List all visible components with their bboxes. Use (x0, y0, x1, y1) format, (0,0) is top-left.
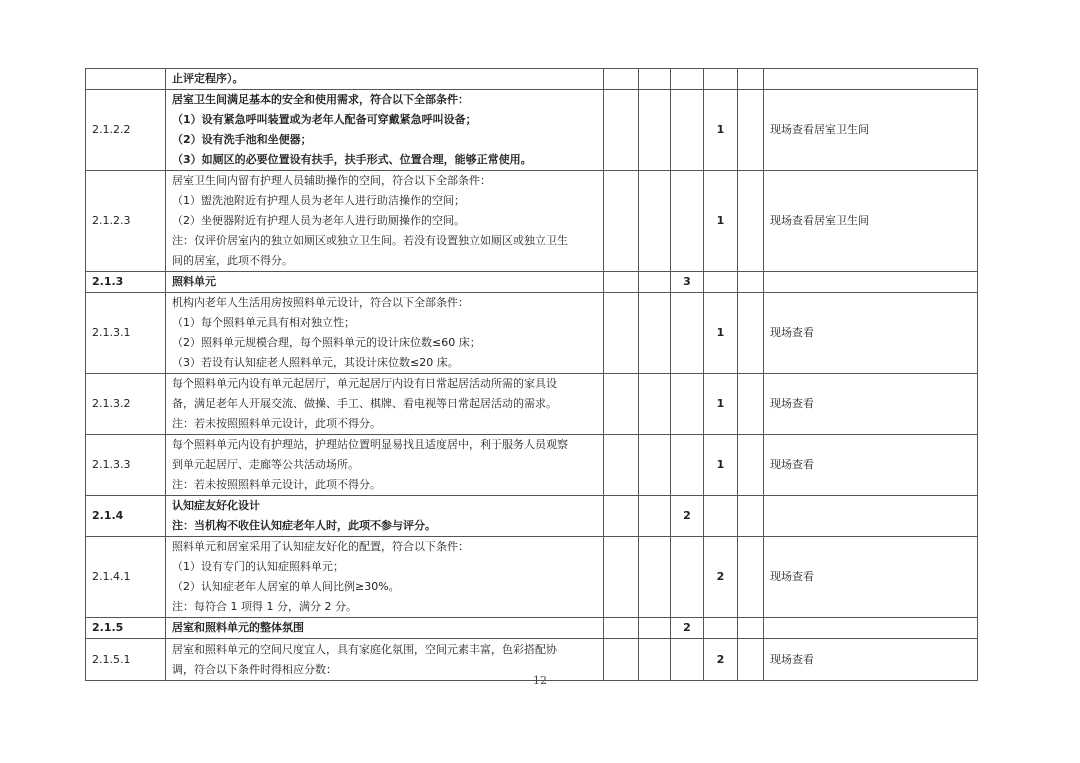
item-code: 2.1.5.1 (86, 639, 166, 681)
category-score (671, 435, 704, 496)
blank-cell (738, 496, 764, 537)
blank-cell (639, 618, 671, 639)
blank-cell (738, 69, 764, 90)
blank-cell (639, 293, 671, 374)
assessment-method (764, 272, 978, 293)
blank-cell (738, 293, 764, 374)
item-score: 2 (704, 639, 738, 681)
item-content (166, 272, 604, 293)
blank-cell (738, 171, 764, 272)
category-score (671, 69, 704, 90)
category-score (671, 293, 704, 374)
content-line: 注：若未按照照料单元设计，此项不得分。 (172, 478, 381, 491)
item-content (166, 618, 604, 639)
content-line: 间的居室，此项不得分。 (172, 254, 293, 267)
content-line: 居室卫生间满足基本的安全和使用需求，符合以下全部条件： (172, 93, 469, 106)
content-line: （2）认知症老年人居室的单人间比例≥30%。 (172, 580, 400, 593)
category-score: 3 (671, 272, 704, 293)
item-content (166, 496, 604, 537)
item-code: 2.1.4 (86, 496, 166, 537)
item-score: 1 (704, 435, 738, 496)
item-score (704, 272, 738, 293)
item-code: 2.1.4.1 (86, 537, 166, 618)
item-content (166, 435, 604, 496)
table-row (86, 90, 978, 171)
assessment-method: 现场查看 (764, 374, 978, 435)
blank-cell (639, 537, 671, 618)
assessment-method (764, 618, 978, 639)
item-code (86, 69, 166, 90)
blank-cell (738, 272, 764, 293)
blank-cell (639, 496, 671, 537)
category-score (671, 90, 704, 171)
assessment-method: 现场查看 (764, 639, 978, 681)
content-line: （1）设有紧急呼叫装置或为老年人配备可穿戴紧急呼叫设备； (172, 113, 477, 126)
blank-cell (604, 537, 639, 618)
category-score: 2 (671, 496, 704, 537)
content-line: （3）如厕区的必要位置设有扶手，扶手形式、位置合理，能够正常使用。 (172, 153, 532, 166)
item-code: 2.1.3.2 (86, 374, 166, 435)
item-content (166, 537, 604, 618)
content-line: 居室和照料单元的空间尺度宜人，具有家庭化氛围，空间元素丰富，色彩搭配协 (172, 642, 557, 656)
item-content (166, 374, 604, 435)
content-line: 居室和照料单元的整体氛围 (172, 621, 304, 634)
content-line: 备，满足老年人开展交流、做操、手工、棋牌、看电视等日常起居活动的需求。 (172, 397, 557, 410)
table-row (86, 69, 978, 90)
assessment-method: 现场查看居室卫生间 (764, 171, 978, 272)
blank-cell (738, 618, 764, 639)
blank-cell (604, 69, 639, 90)
table-body (86, 69, 978, 681)
content-line: 认知症友好化设计 (172, 499, 260, 512)
assessment-method: 现场查看居室卫生间 (764, 90, 978, 171)
assessment-method (764, 496, 978, 537)
item-content (166, 171, 604, 272)
table-row (86, 618, 978, 639)
item-score (704, 496, 738, 537)
content-line: 止评定程序）。 (172, 72, 244, 85)
table-row (86, 374, 978, 435)
blank-cell (604, 171, 639, 272)
table-row (86, 537, 978, 618)
blank-cell (604, 272, 639, 293)
evaluation-table (85, 68, 978, 681)
blank-cell (604, 435, 639, 496)
item-code: 2.1.5 (86, 618, 166, 639)
content-line: （2）照料单元规模合理，每个照料单元的设计床位数≤60 床； (172, 336, 481, 349)
table-row (86, 272, 978, 293)
blank-cell (639, 435, 671, 496)
content-line: 居室卫生间内留有护理人员辅助操作的空间，符合以下全部条件： (172, 174, 491, 187)
content-line: 照料单元 (172, 275, 216, 288)
item-code: 2.1.3.1 (86, 293, 166, 374)
category-score (671, 171, 704, 272)
content-line: 注：仅评价居室内的独立如厕区或独立卫生间。若没有设置独立如厕区或独立卫生 (172, 234, 568, 247)
category-score (671, 537, 704, 618)
assessment-method: 现场查看 (764, 435, 978, 496)
blank-cell (639, 272, 671, 293)
content-line: 每个照料单元内设有护理站，护理站位置明显易找且适度居中，利于服务人员观察 (172, 438, 568, 451)
item-score (704, 69, 738, 90)
table-row (86, 293, 978, 374)
blank-cell (738, 435, 764, 496)
category-score (671, 374, 704, 435)
blank-cell (604, 293, 639, 374)
content-line: 注：每符合 1 项得 1 分，满分 2 分。 (172, 600, 357, 613)
item-code: 2.1.2.3 (86, 171, 166, 272)
blank-cell (738, 537, 764, 618)
table-row (86, 171, 978, 272)
item-content (166, 69, 604, 90)
blank-cell (639, 90, 671, 171)
item-content (166, 90, 604, 171)
content-line: 每个照料单元内设有单元起居厅，单元起居厅内设有日常起居活动所需的家具设 (172, 377, 557, 390)
category-score: 2 (671, 618, 704, 639)
assessment-method: 现场查看 (764, 537, 978, 618)
blank-cell (639, 171, 671, 272)
page-number: 12 (533, 674, 547, 687)
item-content (166, 293, 604, 374)
blank-cell (639, 374, 671, 435)
content-line: （1）盥洗池附近有护理人员为老年人进行助洁操作的空间； (172, 194, 465, 207)
content-line: 注：若未按照照料单元设计，此项不得分。 (172, 417, 381, 430)
blank-cell (604, 90, 639, 171)
blank-cell (639, 69, 671, 90)
content-line: 照料单元和居室采用了认知症友好化的配置，符合以下条件： (172, 540, 469, 553)
content-line: （3）若设有认知症老人照料单元，其设计床位数≤20 床。 (172, 356, 459, 369)
item-score: 2 (704, 537, 738, 618)
blank-cell (738, 90, 764, 171)
content-line: （2）设有洗手池和坐便器； (172, 133, 312, 146)
blank-cell (604, 618, 639, 639)
content-line: （2）坐便器附近有护理人员为老年人进行助厕操作的空间。 (172, 214, 465, 227)
item-code: 2.1.3 (86, 272, 166, 293)
item-score: 1 (704, 293, 738, 374)
item-code: 2.1.3.3 (86, 435, 166, 496)
item-score: 1 (704, 171, 738, 272)
item-score (704, 618, 738, 639)
content-line: （1）设有专门的认知症照料单元； (172, 560, 344, 573)
content-line: 注：当机构不收住认知症老年人时，此项不参与评分。 (172, 519, 436, 532)
item-code: 2.1.2.2 (86, 90, 166, 171)
assessment-method (764, 69, 978, 90)
content-line: 机构内老年人生活用房按照料单元设计，符合以下全部条件： (172, 296, 469, 309)
table-row (86, 496, 978, 537)
content-line: 到单元起居厅、走廊等公共活动场所。 (172, 458, 359, 471)
content-line: （1）每个照料单元具有相对独立性； (172, 316, 355, 329)
blank-cell (604, 374, 639, 435)
blank-cell (604, 496, 639, 537)
blank-cell (738, 374, 764, 435)
assessment-method: 现场查看 (764, 293, 978, 374)
content-line: 调，符合以下条件时得相应分数： (172, 662, 337, 676)
item-score: 1 (704, 374, 738, 435)
item-score: 1 (704, 90, 738, 171)
table-row (86, 435, 978, 496)
